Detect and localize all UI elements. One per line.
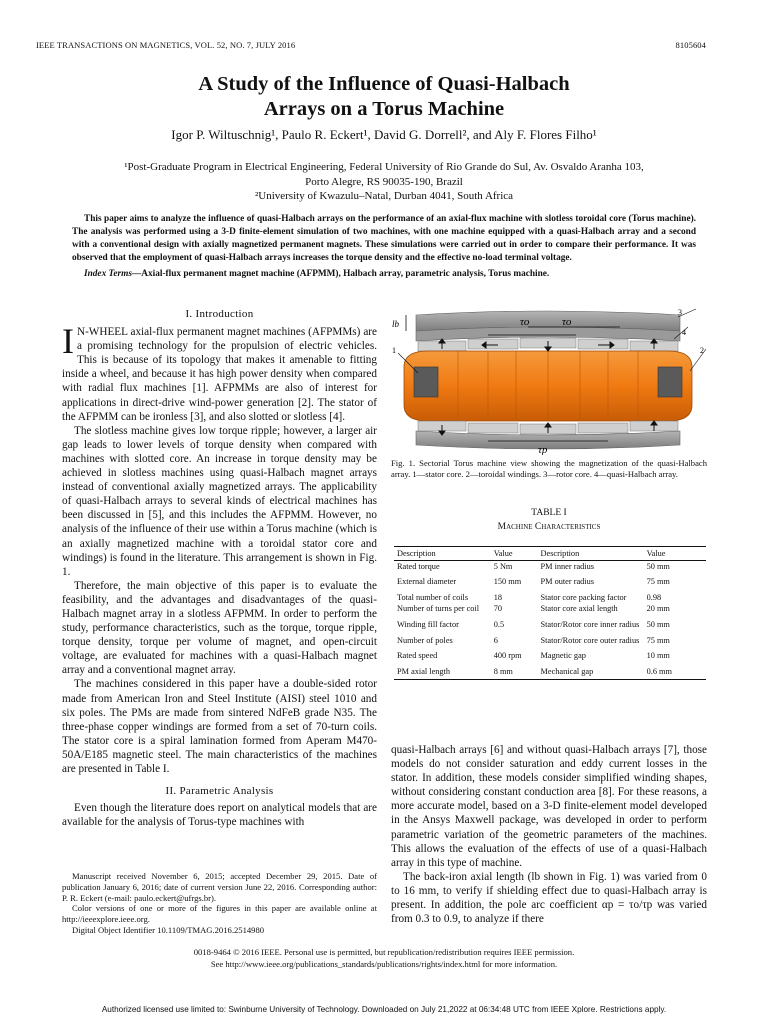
machine-characteristics-table	[394, 546, 706, 680]
table-cell: 50 mm	[646, 619, 670, 629]
affiliation-line-1: ¹Post-Graduate Program in Electrical Engineering, Federal University of Rio Grande do Sul, Av. Osvaldo Aranha 103,	[124, 161, 644, 173]
copyright-line-2: See http://www.ieee.org/publications_standards/publications/rights/index.html for more information.	[210, 958, 558, 969]
table-cell: Rated speed	[397, 651, 438, 661]
left-column	[62, 307, 377, 829]
table-row	[394, 631, 706, 647]
table-header-cell: Description	[538, 547, 644, 561]
table-header-row	[394, 547, 706, 561]
drop-cap: I	[62, 321, 74, 362]
abstract-text: This paper aims to analyze the influence of quasi-Halbach arrays on the performance of an axial-flux machine with slotless toroidal core (Torus machine). The analysis was performed using a 3-D finite-element simulation of two machines, with one machine equipped with a quasi-Halbach array and a second with a conventional design with axially magnetized permanent magnets. These simulations were carried out in order to compare their performance. It was observed that the employment of quasi-Halbach arrays increases the torque density and the effective no-load terminal voltage.	[72, 214, 696, 263]
table-cell: 70	[493, 604, 503, 614]
table-cell: PM inner radius	[540, 561, 594, 571]
table-row	[394, 560, 706, 572]
table-cell: PM axial length	[394, 662, 491, 680]
table-header-cell: Value	[644, 547, 706, 561]
footnote-color: Color versions of one or more of the figures in this paper are available online at http://ieeexplore.ieee.org.	[62, 903, 377, 925]
table-cell: PM outer radius	[540, 577, 594, 587]
table-cell: Total number of coils	[397, 592, 469, 602]
label-tau-o-right: τo	[562, 316, 572, 328]
stator-core-right	[658, 367, 682, 397]
table-cell: Rated torque	[397, 561, 440, 571]
section-2-title: II. Parametric Analysis	[165, 785, 274, 798]
index-terms-text: Axial-flux permanent magnet machine (AFPMM), Halbach array, parametric analysis, Torus machine.	[141, 269, 550, 279]
table-row	[394, 572, 706, 588]
intro-paragraph-2: The slotless machine gives low torque ripple; however, a larger air gap leads to lower levels of torque density when compared with machines with slotted core. An increase in torque density may be achieved in slotless machines using quasi-Halbach magnet arrays instead of conventional axially magnetized arrays. The applicability of quasi-Halbach arrays to several kinds of electrical machines has been discussed in [5], and this includes the AFPMM. However, no analysis of the influence of their use within a Torus machine (which is an axially magnetized machine with a toroidal stator core and windings) is found in the literature. This arrangement is shown in Fig. 1.	[62, 424, 377, 578]
copyright-notice	[0, 947, 768, 970]
table-row	[394, 615, 706, 631]
table-cell: 10 mm	[646, 651, 670, 661]
table-cell: Stator core axial length	[540, 604, 618, 614]
table-cell: 50 mm	[646, 561, 670, 571]
table-cell: Stator core packing factor	[540, 592, 627, 602]
label-tau-p: τp	[538, 444, 548, 455]
table-cell: Stator/Rotor core outer radius	[540, 635, 640, 645]
abstract	[72, 213, 696, 281]
table-cell: 5 Nm	[493, 561, 513, 571]
table-cell: Mechanical gap	[538, 662, 644, 680]
intro-paragraph-4: The machines considered in this paper have a double-sided rotor made from American Iron and Steel Institute (AISI) steel 1010 and six poles. The PMs are made from sintered NdFeB grade N35. The three-phase copper windings are formed from a set of 70-turn coils. The stator core is a spiral lamination formed from Aperam M470-50A/E185 magnetic steel. The main characteristics of the machines are presented in Table I.	[62, 678, 377, 775]
affiliation-line-2: Porto Alegre, RS 90035-190, Brazil	[305, 175, 463, 188]
copyright-line-1: 0018-9464 © 2016 IEEE. Personal use is permitted, but republication/redistribution requires IEEE permission.	[193, 947, 575, 957]
table-row	[394, 646, 706, 662]
table-cell: Stator/Rotor core inner radius	[540, 619, 640, 629]
right-paragraph-1: quasi-Halbach arrays [6] and without quasi-Halbach arrays [7], those models do not consider saturation and eddy current losses in the stator. In addition, these models consider simplified winding shapes, without considering constant conduction area [8]. For these reasons, a more accurate model, based on a 3-D finite-element model developed in the Ansys Maxwell package, was developed in order to perform parametric variation of the geometric parameters of the machines. This allows the evaluation of the effects of use of a quasi-Halbach array in this type of machine.	[391, 744, 707, 869]
footnotes	[62, 871, 377, 936]
paper-title	[0, 72, 768, 122]
table-cell: 20 mm	[646, 604, 670, 614]
label-1: 1	[392, 346, 396, 355]
table-cell: 0.98	[646, 592, 662, 602]
table-row	[394, 588, 706, 604]
section-1-title: I. Introduction	[185, 308, 254, 320]
footnote-doi: Digital Object Identifier 10.1109/TMAG.2016.2514980	[72, 924, 265, 935]
table-row	[394, 603, 706, 615]
label-lb: lb	[392, 319, 400, 329]
intro-paragraph-1	[62, 321, 377, 424]
table-cell: 18	[493, 592, 503, 602]
affiliation-line-3: ²University of Kwazulu–Natal, Durban 4041, South Africa	[254, 190, 514, 202]
right-paragraph-2: The back-iron axial length (lb shown in Fig. 1) was varied from 0 to 16 mm, to verify if shielding effect due to quasi-Halbach array is present. In addition, the pole arc coefficient αp = τo/τp was varied from 0.3 to 0.9, to analyze if there	[391, 870, 707, 926]
footnote-manuscript: Manuscript received November 6, 2015; accepted December 29, 2015. Date of publication January 6, 2016; date of current version June 22, 2016. Corresponding author: P. R. Eckert (e-mail: paulo.eckert@ufrgs.br).	[62, 871, 377, 903]
table-header-cell: Value	[491, 547, 538, 561]
table-cell: 8 mm	[491, 662, 538, 680]
table-cell: 75 mm	[646, 577, 670, 587]
table-header-cell: Description	[394, 547, 491, 561]
running-header-journal: IEEE TRANSACTIONS ON MAGNETICS, VOL. 52, NO. 7, JULY 2016	[36, 40, 296, 50]
table-cell: 400 rpm	[493, 651, 522, 661]
table-row	[394, 662, 706, 680]
figure-1-caption: Fig. 1. Sectorial Torus machine view showing the magnetization of the quasi-Halbach array. 1—stator core. 2—toroidal windings. 3—rotor core. 4—quasi-Halbach array.	[391, 458, 707, 479]
table-cell: Number of turns per coil	[397, 604, 480, 614]
table-1-label: TABLE I	[531, 508, 567, 518]
title-line-1: A Study of the Influence of Quasi-Halbach	[198, 73, 570, 95]
table-1	[394, 546, 706, 680]
table-cell: Number of poles	[397, 635, 453, 645]
table-cell: External diameter	[397, 577, 457, 587]
stator-core-left	[414, 367, 438, 397]
table-cell: Magnetic gap	[540, 651, 586, 661]
author-list: Igor P. Wiltuschnig¹, Paulo R. Eckert¹, David G. Dorrell², and Aly F. Flores Filho¹	[171, 127, 597, 142]
index-terms	[72, 268, 696, 281]
right-column-text	[391, 743, 707, 926]
authorized-use-footer: Authorized licensed use limited to: Swinburne University of Technology. Downloaded on July 21,2022 at 06:34:48 UTC from IEEE Xplore. Restrictions apply.	[101, 1005, 667, 1014]
table-cell: Winding fill factor	[397, 619, 459, 629]
label-4: 4	[682, 328, 686, 337]
label-2: 2	[700, 346, 704, 355]
table-cell: 0.6 mm	[644, 662, 706, 680]
intro-paragraph-3: Therefore, the main objective of this paper is to evaluate the feasibility, and the advantages and disadvantages of the quasi-Halbach magnet array in a slotless AFPMM. In order to perform the study, performance characteristics, such as the torque, torque ripple, torque density, torque per volume of magnet, and open-circuit voltage, are evaluated for machines with a quasi-Halbach magnet array and a conventional magnet array.	[62, 579, 377, 677]
title-line-2: Arrays on a Torus Machine	[263, 98, 505, 120]
table-cell: 0.5	[493, 619, 505, 629]
table-cell: 150 mm	[493, 577, 522, 587]
table-cell: 75 mm	[646, 635, 670, 645]
table-cell: 6	[493, 635, 498, 645]
figure-1	[388, 305, 710, 455]
label-3: 3	[678, 308, 682, 317]
parametric-paragraph-1: Even though the literature does report on analytical models that are available for the analysis of Torus-type machines with	[62, 802, 377, 829]
intro-paragraph-1-text: N-WHEEL axial-flux permanent magnet machines (AFPMMs) are a promising technology for the propulsion of electric vehicles. This is because of its topology that makes it amenable to fitting inside a wheel, and because it has high power density when compared with radial flux machines [1]. AFPMMs are also of interest for applications in direct-drive wind-power generation [2]. The stator of the AFPMM can be ironless [3], and also slotted or slotless [4].	[62, 326, 377, 423]
torus-machine-illustration	[388, 305, 710, 455]
label-tau-o-left: τo	[520, 316, 530, 328]
table-1-title: Machine Characteristics	[497, 522, 601, 532]
running-header-article-number: 8105604	[675, 40, 706, 50]
index-terms-label: Index Terms—	[84, 269, 142, 279]
affiliations	[0, 160, 768, 204]
